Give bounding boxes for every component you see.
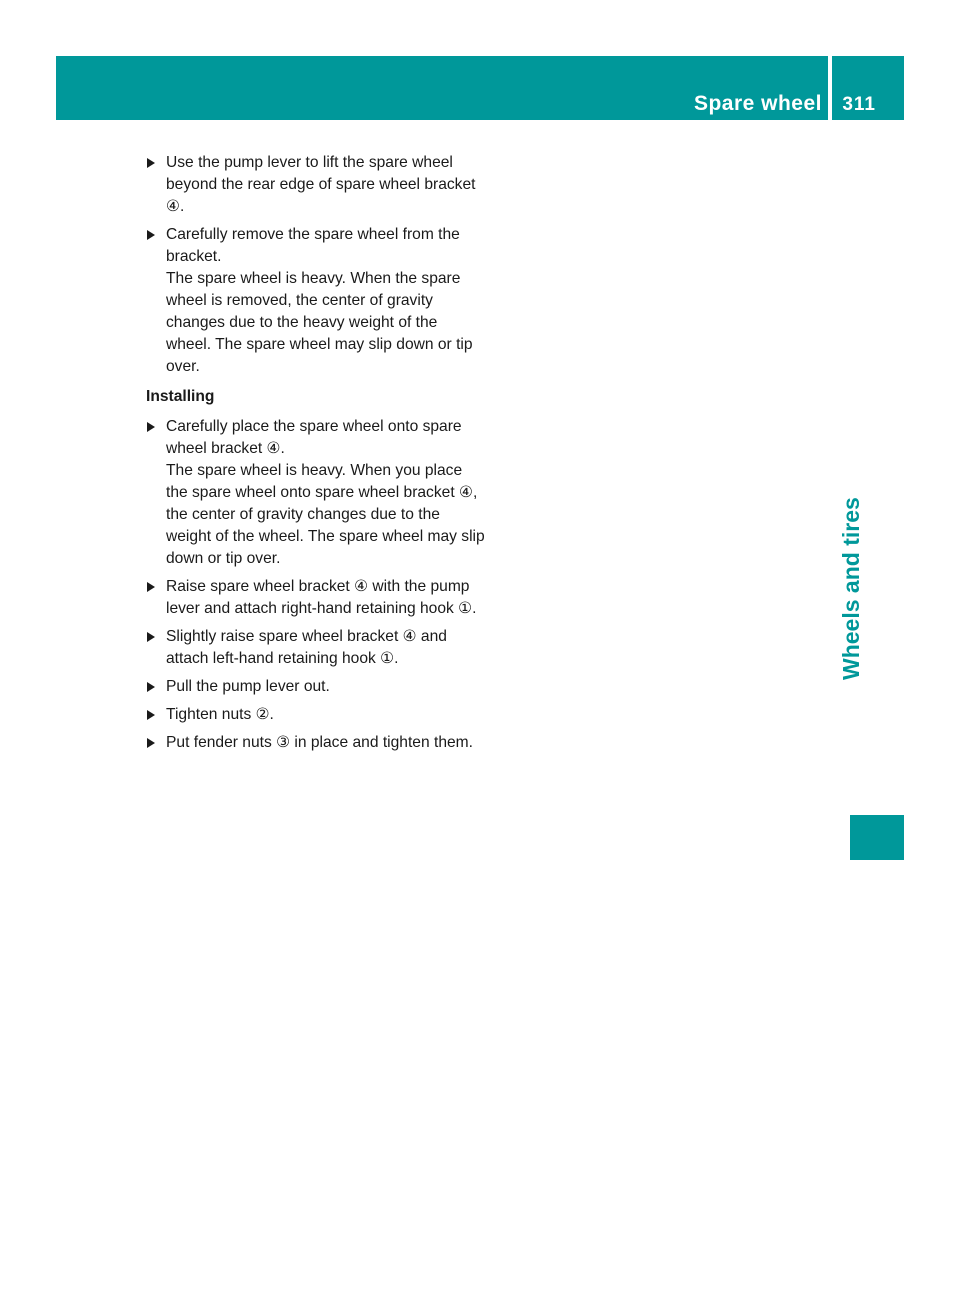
header-divider: [828, 56, 832, 120]
step-arrow-icon: [147, 582, 155, 592]
step-text: Carefully remove the spare wheel from the bracket.: [166, 226, 460, 265]
step-arrow-icon: [147, 682, 155, 692]
instruction-step: [146, 152, 486, 218]
instruction-step: [146, 626, 486, 670]
instruction-step: [146, 576, 486, 620]
step-arrow-icon: [147, 422, 155, 432]
instruction-step: [146, 732, 486, 754]
step-text: Tighten nuts ②.: [166, 706, 274, 723]
instruction-step: [146, 416, 486, 570]
step-note: The spare wheel is heavy. When the spare wheel is removed, the center of gravity changes due to the heavy weight of the wheel. The spare wheel may slip down or tip over.: [166, 270, 473, 375]
page-number: 311: [842, 94, 876, 115]
header-bar: [56, 56, 904, 120]
step-arrow-icon: [147, 230, 155, 240]
step-arrow-icon: [147, 710, 155, 720]
side-tab-label: Wheels and tires: [838, 497, 864, 680]
instruction-step: [146, 704, 486, 726]
step-text: Pull the pump lever out.: [166, 678, 330, 695]
main-content: [146, 152, 486, 760]
step-text: Slightly raise spare wheel bracket ④ and attach left-hand retaining hook ①.: [166, 628, 447, 667]
step-arrow-icon: [147, 738, 155, 748]
step-arrow-icon: [147, 632, 155, 642]
instruction-step: [146, 224, 486, 378]
page-title: Spare wheel: [693, 92, 822, 115]
instruction-step: [146, 676, 486, 698]
step-text: Carefully place the spare wheel onto spare wheel bracket ④.: [166, 418, 462, 457]
step-text: Use the pump lever to lift the spare wheel beyond the rear edge of spare wheel bracket ④.: [166, 154, 476, 215]
step-note: The spare wheel is heavy. When you place the spare wheel onto spare wheel bracket ④, the center of gravity changes due to the weight of the wheel. The spare wheel may slip down or tip over.: [166, 462, 485, 567]
step-text: Raise spare wheel bracket ④ with the pump lever and attach right-hand retaining hook ①.: [166, 578, 477, 617]
step-text: Put fender nuts ③ in place and tighten them.: [166, 734, 473, 751]
side-tab-marker: [850, 815, 904, 860]
section-heading: Installing: [146, 388, 215, 405]
step-arrow-icon: [147, 158, 155, 168]
